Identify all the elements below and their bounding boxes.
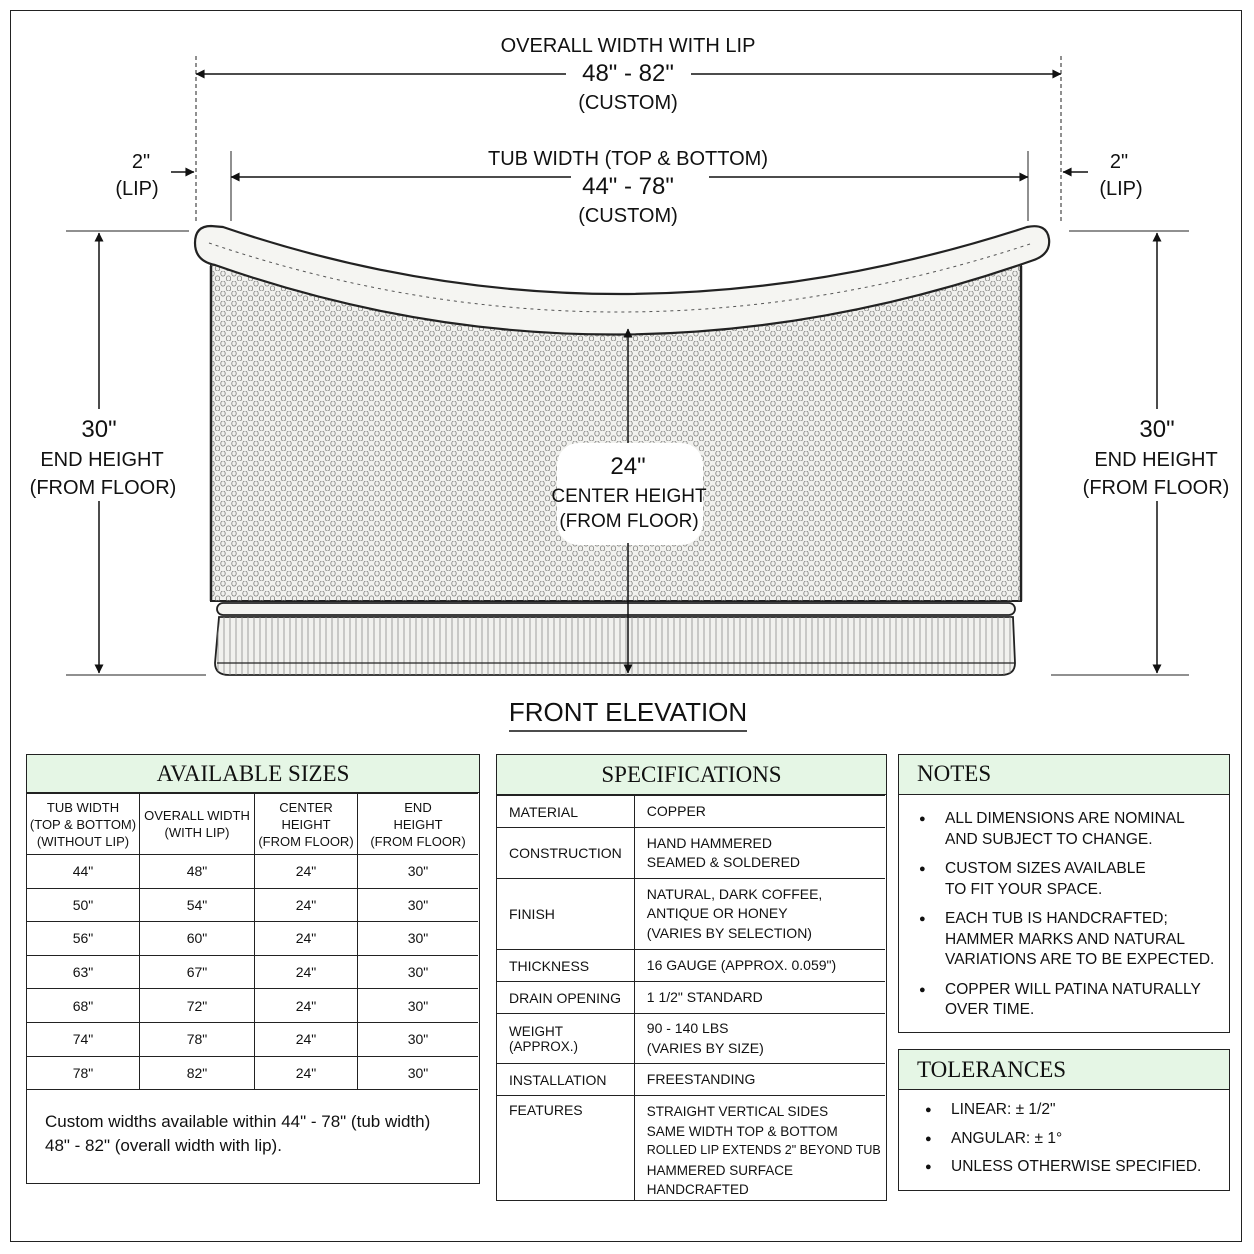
list-item: ● COPPER WILL PATINA NATURALLY OVER TIME.	[899, 980, 1229, 1021]
tolerances-list	[905, 1100, 1225, 1178]
header-tub-width: TUB WIDTH (TOP & BOTTOM) (WITHOUT LIP)	[27, 794, 140, 855]
tub-width-label: TUB WIDTH (TOP & BOTTOM)	[488, 148, 768, 170]
sizes-footnote: Custom widths available within 44" - 78" (tub width) 48" - 82" (overall width with lip).	[45, 1112, 431, 1155]
header-center-height: CENTER HEIGHT (FROM FLOOR)	[255, 794, 358, 855]
table-row: 56" 60" 24" 30"	[27, 922, 478, 956]
table-row: 74" 78" 24" 30"	[27, 1022, 478, 1056]
spec-row: THICKNESS 16 GAUGE (APPROX. 0.059")	[497, 950, 885, 982]
view-title: FRONT ELEVATION	[508, 697, 748, 727]
end-height-left-value: 30"	[81, 416, 117, 443]
list-item: ● ANGULAR: ± 1°	[905, 1129, 1225, 1150]
end-height-right-sub: (FROM FLOOR)	[1082, 477, 1230, 499]
lip-right-value: 2"	[1109, 151, 1129, 173]
tub-width-dimension	[231, 148, 1028, 227]
lip-dimension-left	[115, 151, 194, 200]
tub-width-note: (CUSTOM)	[578, 205, 678, 227]
lip-dimension-right	[1063, 151, 1143, 200]
tolerances-title: TOLERANCES	[899, 1050, 1229, 1090]
list-item: ● ALL DIMENSIONS ARE NOMINAL AND SUBJECT TO CHANGE.	[899, 809, 1229, 850]
spec-row: DRAIN OPENING 1 1/2" STANDARD	[497, 982, 885, 1014]
specifications-panel	[496, 754, 887, 1201]
available-sizes-title: AVAILABLE SIZES	[27, 755, 479, 793]
spec-row: FEATURES STRAIGHT VERTICAL SIDES SAME WIDTH TOP & BOTTOM ROLLED LIP EXTENDS 2" BEYOND TUB HAMMERED SURFACE HANDCRAFTED	[497, 1096, 885, 1200]
header-end-height: END HEIGHT (FROM FLOOR)	[358, 794, 479, 855]
table-row: 78" 82" 24" 30"	[27, 1056, 478, 1090]
spec-row: INSTALLATION FREESTANDING	[497, 1064, 885, 1096]
lip-left-label: (LIP)	[115, 178, 159, 200]
notes-list	[899, 809, 1229, 1021]
notes-panel	[898, 754, 1230, 1033]
drawing-sheet	[10, 10, 1242, 1242]
overall-width-label: OVERALL WIDTH WITH LIP	[500, 35, 756, 57]
overall-width-note: (CUSTOM)	[578, 92, 678, 114]
available-sizes-table	[27, 793, 478, 1090]
center-height-sub: (FROM FLOOR)	[559, 511, 699, 532]
overall-width-value: 48" - 82"	[582, 60, 674, 87]
table-row: 50" 54" 24" 30"	[27, 888, 478, 922]
list-item: ● EACH TUB IS HANDCRAFTED; HAMMER MARKS AND NATURAL VARIATIONS ARE TO BE EXPECTED.	[899, 909, 1229, 971]
overall-width-dimension	[196, 35, 1061, 114]
lip-right-label: (LIP)	[1099, 178, 1143, 200]
table-row: 44" 48" 24" 30"	[27, 855, 478, 889]
header-overall-width: OVERALL WIDTH (WITH LIP)	[140, 794, 255, 855]
spec-row: WEIGHT (APPROX.) 90 - 140 LBS (VARIES BY SIZE)	[497, 1014, 885, 1064]
available-sizes-panel	[26, 754, 480, 1184]
end-height-right-value: 30"	[1139, 416, 1175, 443]
list-item: ● UNLESS OTHERWISE SPECIFIED.	[905, 1157, 1225, 1178]
center-height-label: CENTER HEIGHT	[551, 486, 707, 507]
end-height-left-sub: (FROM FLOOR)	[29, 477, 177, 499]
end-height-dimension-left	[30, 233, 177, 673]
spec-row: CONSTRUCTION HAND HAMMERED SEAMED & SOLDERED	[497, 828, 885, 879]
spec-row: MATERIAL COPPER	[497, 796, 885, 828]
bathtub-base-band	[215, 603, 1015, 675]
front-elevation-drawing	[11, 11, 1243, 741]
spec-row: FINISH NATURAL, DARK COFFEE, ANTIQUE OR HONEY (VARIES BY SELECTION)	[497, 879, 885, 950]
lip-left-value: 2"	[131, 151, 151, 173]
list-item: ● LINEAR: ± 1/2"	[905, 1100, 1225, 1121]
tolerances-panel	[898, 1049, 1230, 1191]
center-height-value: 24"	[610, 453, 646, 480]
table-row: 63" 67" 24" 30"	[27, 955, 478, 989]
end-height-right-label: END HEIGHT	[1094, 449, 1218, 471]
end-height-dimension-right	[1083, 233, 1230, 673]
specifications-title: SPECIFICATIONS	[497, 755, 886, 795]
notes-title: NOTES	[899, 755, 1229, 795]
table-row: 68" 72" 24" 30"	[27, 989, 478, 1023]
specifications-table	[497, 795, 885, 1200]
tub-width-value: 44" - 78"	[582, 173, 674, 200]
end-height-left-label: END HEIGHT	[40, 449, 164, 471]
list-item: ● CUSTOM SIZES AVAILABLE TO FIT YOUR SPACE.	[899, 859, 1229, 900]
